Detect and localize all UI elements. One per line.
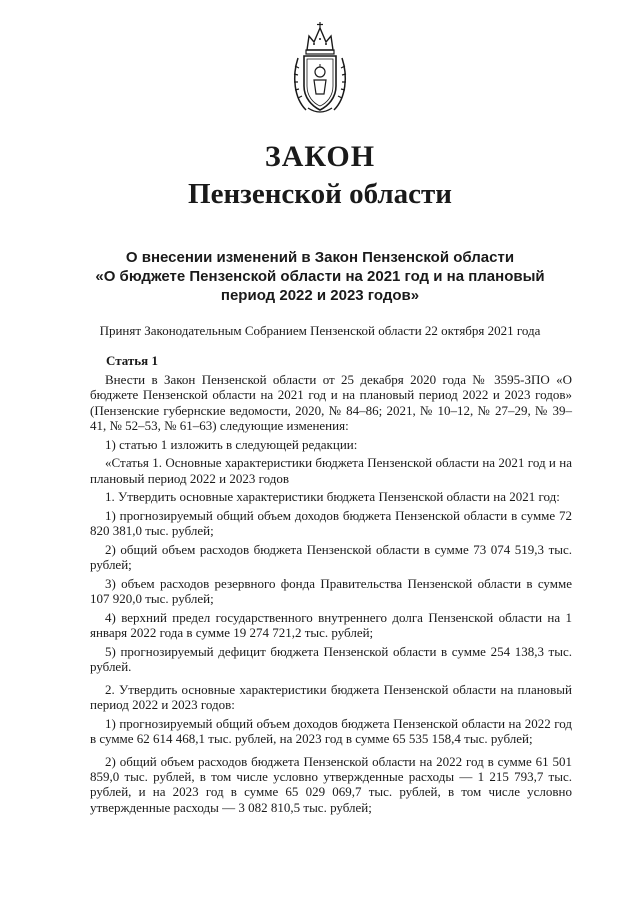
law-title-line-1: О внесении изменений в Закон Пензенской области: [125, 249, 515, 266]
article-paragraph: 4) верхний предел государственного внутреннего долга Пензенской области на 1 января 2022 года в сумме 19 274 721,2 тыс. рублей;: [90, 610, 572, 641]
article-paragraph: 3) объем расходов резервного фонда Правительства Пензенской области в сумме 107 920,0 тыс. рублей;: [90, 576, 572, 607]
law-title: [80, 248, 560, 305]
article-heading: Статья 1: [106, 353, 158, 368]
adoption-statement: Принят Законодательным Собранием Пензенской области 22 октября 2021 года: [99, 323, 541, 338]
article-paragraph: 2. Утвердить основные характеристики бюджета Пензенской области на плановый период 2022 и 2023 годов:: [90, 681, 572, 713]
article-body: [90, 372, 572, 818]
law-title-line-2: «О бюджете Пензенской области на 2021 год и на плановый: [95, 268, 545, 285]
article-paragraph: 1. Утвердить основные характеристики бюджета Пензенской области на 2021 год:: [105, 489, 560, 505]
article-paragraph: 5) прогнозируемый дефицит бюджета Пензенской области в сумме 254 138,3 тыс. рублей.: [90, 644, 572, 675]
article-paragraph: 2) общий объем расходов бюджета Пензенской области на 2022 год в сумме 61 501 859,0 тыс. рублей, в том числе условно утвержденные расходы — 1 215 793,7 тыс. рублей, и на 2023 год в сумме 65 029 069,7 тыс. рублей, в том числе условно утвержденные расходы — 3 082 810,5 тыс. рублей;: [90, 753, 572, 815]
law-title-line-3: период 2022 и 2023 годов»: [220, 287, 420, 304]
article-paragraph: 2) общий объем расходов бюджета Пензенской области в сумме 73 074 519,3 тыс. рублей;: [90, 542, 572, 573]
article-paragraph: 1) прогнозируемый общий объем доходов бюджета Пензенской области на 2022 год в сумме 62 614 468,1 тыс. рублей, на 2023 год в сумме 65 535 158,4 тыс. рублей;: [90, 715, 572, 747]
article-paragraph: «Статья 1. Основные характеристики бюджета Пензенской области на 2021 год и на плановый период 2022 и 2023 годов: [90, 455, 572, 486]
article-paragraph: Внести в Закон Пензенской области от 25 декабря 2020 года № 3595-ЗПО «О бюджете Пензенской области на 2021 год и на плановый период 2022 и 2023 годов» (Пензенские губернские ведомости, 2020, № 84–86; 2021, № 10–12, № 27–29, № 39–41, № 52–53, № 61–63) следующие изменения:: [90, 372, 572, 434]
document-type-title: ЗАКОН: [264, 140, 376, 173]
document-region-subtitle: Пензенской области: [188, 178, 452, 210]
coat-of-arms-icon: [290, 20, 350, 116]
article-paragraph: 1) статью 1 изложить в следующей редакции:: [105, 436, 358, 452]
article-paragraph: 1) прогнозируемый общий объем доходов бюджета Пензенской области в сумме 72 820 381,0 тыс. рублей;: [90, 508, 572, 539]
